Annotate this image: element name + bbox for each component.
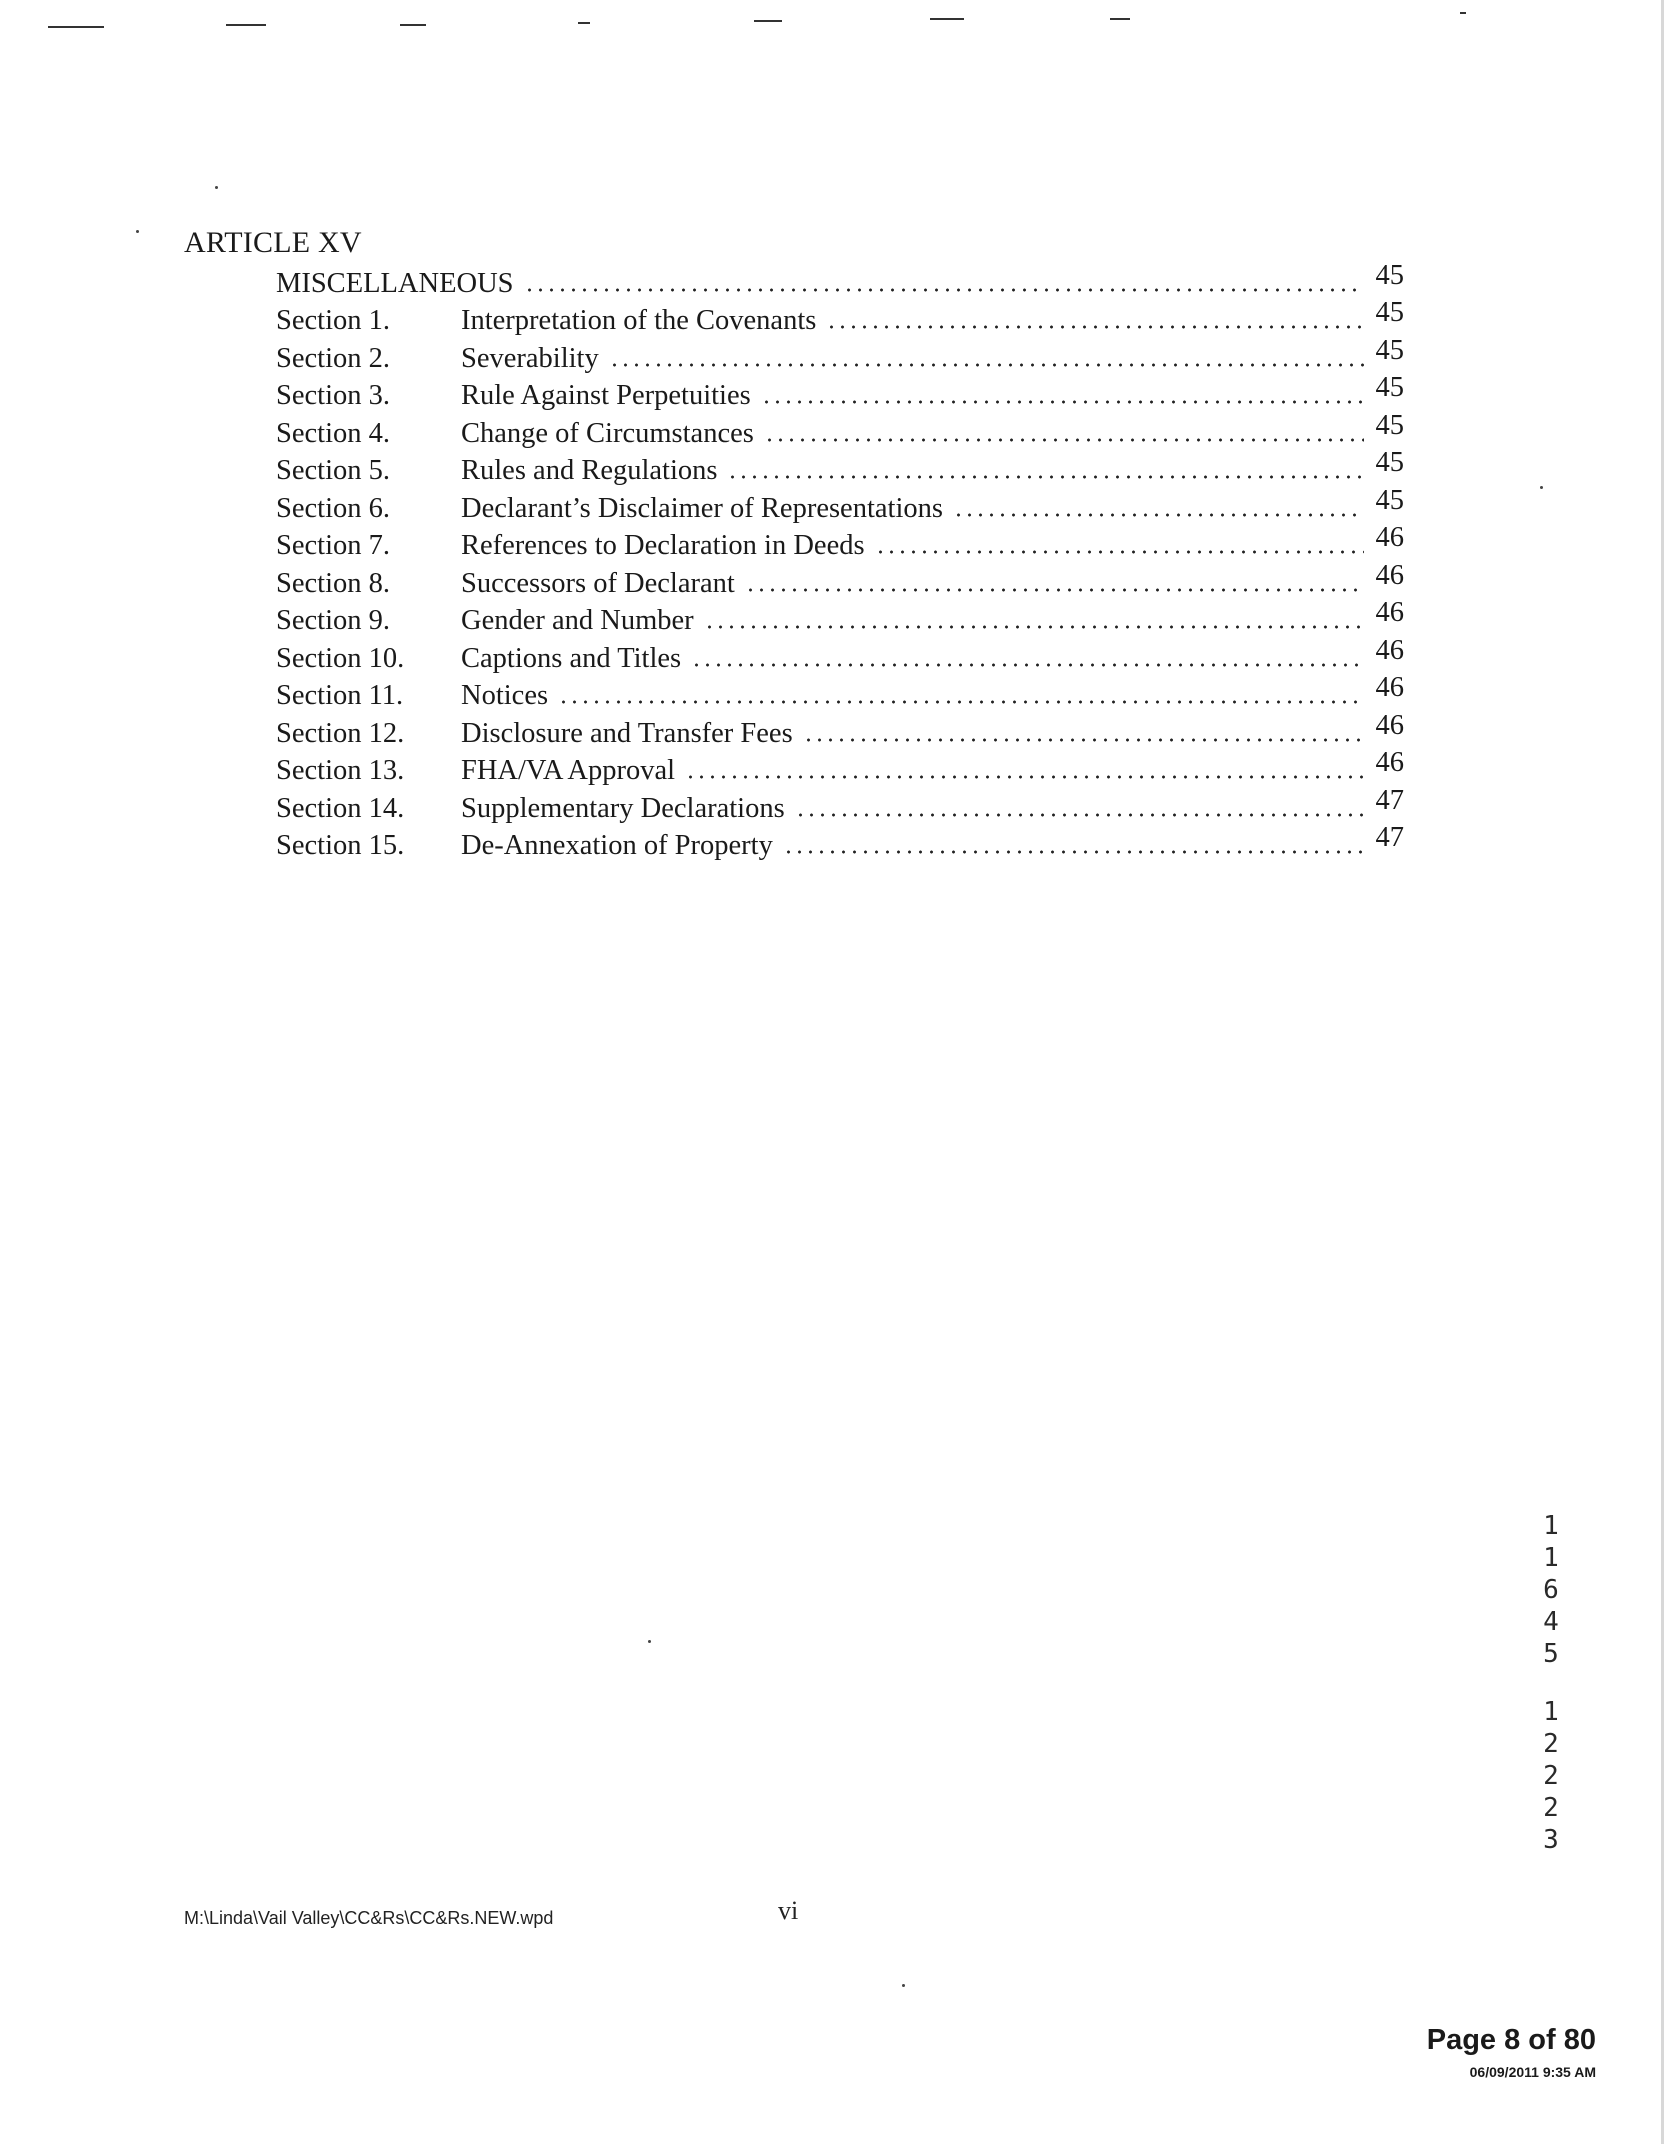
scan-mark	[226, 24, 266, 26]
section-title: Captions and Titles	[461, 642, 682, 674]
dot-leader	[826, 323, 1364, 331]
dot-leader	[704, 623, 1364, 631]
section-number: Section 11.	[276, 680, 404, 711]
stamp-character: 2	[1543, 1761, 1559, 1791]
toc-row	[184, 484, 1404, 525]
stamp-character: 1	[1543, 1697, 1559, 1727]
section-title: Gender and Number	[461, 605, 694, 636]
toc-row	[184, 709, 1404, 750]
scan-mark	[754, 20, 782, 22]
toc-sections	[184, 297, 1404, 863]
section-number: Section 1.	[276, 305, 390, 336]
stamp-character: 3	[1543, 1825, 1559, 1855]
dot-leader	[609, 361, 1364, 369]
page-count-stamp: Page 8 of 80	[1426, 2024, 1596, 2056]
scan-mark	[1460, 12, 1466, 14]
page-number: 45	[1375, 297, 1404, 328]
page-stamp-datetime: 06/09/2011 9:35 AM	[1469, 2064, 1596, 2080]
stamp-character: 2	[1543, 1793, 1559, 1823]
page-number: 45	[1375, 484, 1404, 516]
toc-row	[184, 822, 1404, 863]
section-number: Section 3.	[276, 380, 390, 411]
section-number: Section 7.	[276, 530, 390, 561]
section-number: Section 8.	[276, 567, 390, 599]
side-document-stamp	[1534, 1510, 1568, 1856]
section-title: Disclosure and Transfer Fees	[461, 717, 793, 749]
dot-leader	[745, 586, 1364, 594]
stamp-character	[1534, 1670, 1568, 1696]
page-number: 46	[1375, 522, 1404, 553]
scan-artifacts	[0, 0, 1664, 40]
section-number: Section 4.	[276, 417, 390, 449]
dot-leader	[727, 473, 1364, 481]
scan-speck	[1540, 486, 1543, 489]
footer-page-label: vi	[778, 1896, 799, 1925]
section-number: Section 13.	[276, 755, 405, 786]
toc-row	[184, 559, 1404, 600]
toc-row	[184, 334, 1404, 375]
section-title: De-Annexation of Property	[461, 830, 773, 861]
toc-row	[184, 747, 1404, 788]
dot-leader	[761, 398, 1364, 406]
dot-leader	[691, 661, 1364, 669]
toc-row	[184, 447, 1404, 488]
scan-mark	[400, 24, 426, 26]
scan-speck	[215, 186, 218, 189]
dot-leader	[524, 286, 1364, 294]
section-title: Supplementary Declarations	[461, 792, 785, 824]
toc-row	[184, 672, 1404, 713]
stamp-character: 4	[1543, 1607, 1559, 1637]
section-title: Declarant’s Disclaimer of Representations	[461, 492, 943, 524]
dot-leader	[685, 773, 1364, 781]
section-number: Section 15.	[276, 830, 405, 861]
dot-leader	[558, 698, 1364, 706]
section-number: Section 5.	[276, 455, 390, 486]
section-number: Section 6.	[276, 492, 390, 524]
scan-mark	[578, 22, 590, 24]
section-title: References to Declaration in Deeds	[461, 530, 865, 561]
section-title: Change of Circumstances	[461, 417, 754, 449]
stamp-character: 6	[1543, 1575, 1559, 1605]
section-title: Interpretation of the Covenants	[461, 305, 817, 336]
page-number: 46	[1375, 747, 1404, 778]
page-number: 45	[1375, 447, 1404, 478]
page-number: 47	[1375, 784, 1404, 816]
stamp-character: 1	[1543, 1511, 1559, 1541]
section-title: Rule Against Perpetuities	[461, 380, 751, 411]
page-number: 45	[1375, 259, 1404, 291]
page-number: 46	[1375, 634, 1404, 666]
toc-row	[184, 372, 1404, 413]
scan-mark	[930, 18, 964, 20]
article-title: MISCELLANEOUS	[276, 267, 514, 299]
scan-speck	[136, 230, 139, 233]
dot-leader	[795, 811, 1364, 819]
toc-row	[184, 297, 1404, 338]
scan-mark	[1110, 18, 1130, 20]
page-number: 46	[1375, 672, 1404, 703]
section-title: FHA/VA Approval	[461, 755, 676, 786]
page-number: 47	[1375, 822, 1404, 853]
page-number: 45	[1375, 334, 1404, 366]
scan-speck	[902, 1984, 905, 1987]
section-number: Section 12.	[276, 717, 405, 749]
section-title: Successors of Declarant	[461, 567, 735, 599]
toc-row	[184, 522, 1404, 563]
section-title: Rules and Regulations	[461, 455, 718, 486]
section-title: Notices	[461, 680, 549, 711]
page-number: 46	[1375, 559, 1404, 591]
dot-leader	[803, 736, 1364, 744]
section-number: Section 2.	[276, 342, 390, 374]
page-number: 45	[1375, 372, 1404, 403]
dot-leader	[764, 436, 1364, 444]
stamp-character: 5	[1543, 1639, 1559, 1669]
toc-row	[184, 634, 1404, 675]
dot-leader	[953, 511, 1364, 519]
table-of-contents	[184, 224, 1404, 862]
page-number: 46	[1375, 709, 1404, 741]
section-number: Section 10.	[276, 642, 405, 674]
toc-row	[184, 597, 1404, 638]
scan-mark	[48, 26, 104, 28]
dot-leader	[875, 548, 1364, 556]
section-number: Section 9.	[276, 605, 390, 636]
toc-row	[184, 409, 1404, 450]
toc-heading-row	[184, 259, 1404, 300]
stamp-character: 2	[1543, 1729, 1559, 1759]
section-number: Section 14.	[276, 792, 405, 824]
dot-leader	[783, 848, 1364, 856]
footer-file-path: M:\Linda\Vail Valley\CC&Rs\CC&Rs.NEW.wpd	[184, 1908, 554, 1928]
section-title: Severability	[461, 342, 599, 374]
page-number: 46	[1375, 597, 1404, 628]
scan-speck	[648, 1640, 651, 1643]
stamp-character: 1	[1543, 1543, 1559, 1573]
toc-row	[184, 784, 1404, 825]
page-number: 45	[1375, 409, 1404, 441]
article-label: ARTICLE XV	[184, 226, 362, 259]
